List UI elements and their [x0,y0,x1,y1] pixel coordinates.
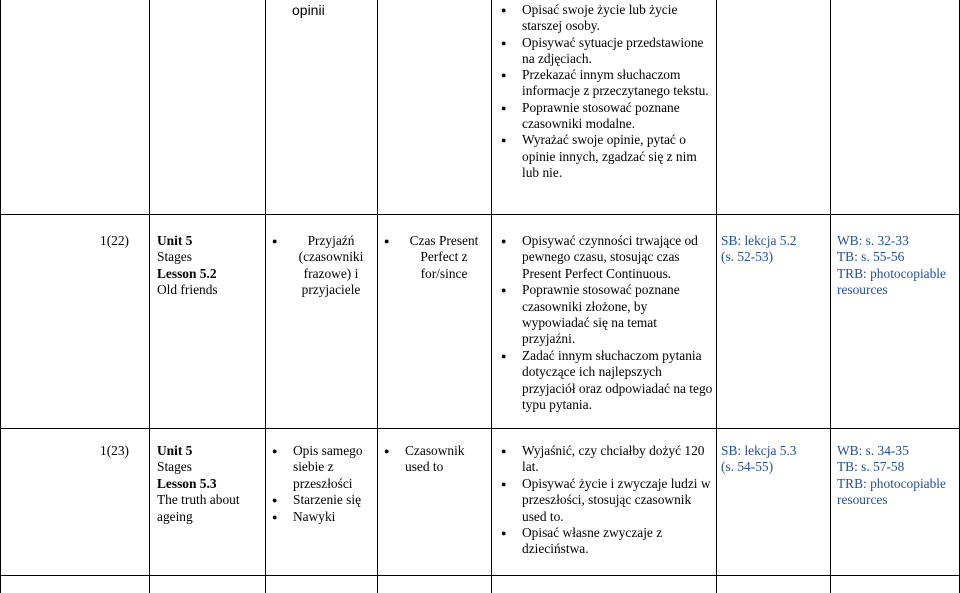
objective-item: ● Wyrażać swoje opinie, pytać o opinie innych, zgadzać się z nim lub nie. [497,132,712,181]
table-divider-col2 [265,0,266,593]
objective-item: ● Opisywać sytuacje przedstawione na zdjęciach. [497,35,712,68]
objective-item: ● Poprawnie stosować poznane czasowniki modalne. [497,100,712,133]
lesson-number: 1(23) [100,443,130,458]
objective-item: ● Wyjaśnić, czy chciałby dożyć 120 lat. [497,443,713,476]
stages-label: Stages [157,459,192,475]
sb-lesson: SB: lekcja 5.2 [721,233,797,248]
sb-lesson: SB: lekcja 5.3 [721,443,797,458]
lesson-label: Lesson 5.3 [157,475,217,491]
table-divider-col4 [491,0,492,593]
trb-resources: TRB: photocopiable resources [837,475,946,508]
vocab-item: ● Nawyki [268,509,374,525]
row-divider-2 [0,428,960,429]
resources-cell [837,233,957,299]
grammar-item: ● Czasownik used to [380,443,488,476]
table-divider-col5 [716,0,717,593]
vocab-cell [268,233,374,299]
sb-pages: (s. 52-53) [721,249,774,265]
top-objectives [497,2,712,181]
lesson-title: The truth about ageing [157,492,240,524]
lesson-label: Lesson 5.2 [157,265,217,281]
lesson-number: 1(22) [100,233,130,248]
stages-label: Stages [157,249,192,265]
vocab-item: ● Przyjaźń (czasowniki frazowe) i przyjaciele [268,233,374,299]
grammar-item: ● Czas Present Perfect z for/since [380,233,488,282]
wb-pages: WB: s. 32-33 [837,233,909,248]
resources-cell [837,443,957,509]
objective-item: ● Opisać własne zwyczaje z dzieciństwa. [497,525,713,558]
grammar-cell [380,233,488,282]
grammar-cell [380,443,488,476]
objective-item: ● Opisać swoje życie lub życie starszej osoby. [497,2,712,35]
row-divider-3 [0,575,960,576]
vocab-item: ● Starzenie się [268,492,374,508]
objectives-cell [497,443,713,558]
trb-resources: TRB: photocopiable resources [837,265,946,298]
objectives-cell [497,233,713,413]
lesson-info [157,233,262,299]
lesson-title: Old friends [157,282,218,298]
table-divider-col3 [377,0,378,593]
table-divider-col6 [830,0,831,593]
tb-pages: TB: s. 55-56 [837,249,905,265]
objective-item: ● Opisywać życie i zwyczaje ludzi w przeszłości, stosując czasownik used to. [497,476,713,525]
objective-item: ● Zadać innym słuchaczom pytania dotyczące ich najlepszych przyjaciół oraz odpowiadać na tego typu pytania. [497,348,713,414]
objective-item: ● Przekazać innym słuchaczom informacje z przeczytanego tekstu. [497,67,712,100]
unit-label: Unit 5 [157,443,193,458]
sb-pages: (s. 54-55) [721,459,774,475]
table-border-left [0,0,1,593]
vocab-item: ● Opis samego siebie z przeszłości [268,443,374,492]
unit-label: Unit 5 [157,233,193,248]
table-divider-col1 [149,0,150,593]
lesson-info [157,443,262,525]
sb-cell [721,443,827,476]
top-topic: opinii [292,2,325,18]
vocab-cell [268,443,374,525]
tb-pages: TB: s. 57-58 [837,459,905,475]
sb-cell [721,233,827,266]
objective-item: ● Poprawnie stosować poznane czasowniki złożone, by wypowiadać się na temat przyjaźni. [497,282,713,348]
wb-pages: WB: s. 34-35 [837,443,909,458]
objective-item: ● Opisywać czynności trwające od pewnego czasu, stosując czas Present Perfect Continuous. [497,233,713,282]
row-divider-1 [0,214,960,215]
